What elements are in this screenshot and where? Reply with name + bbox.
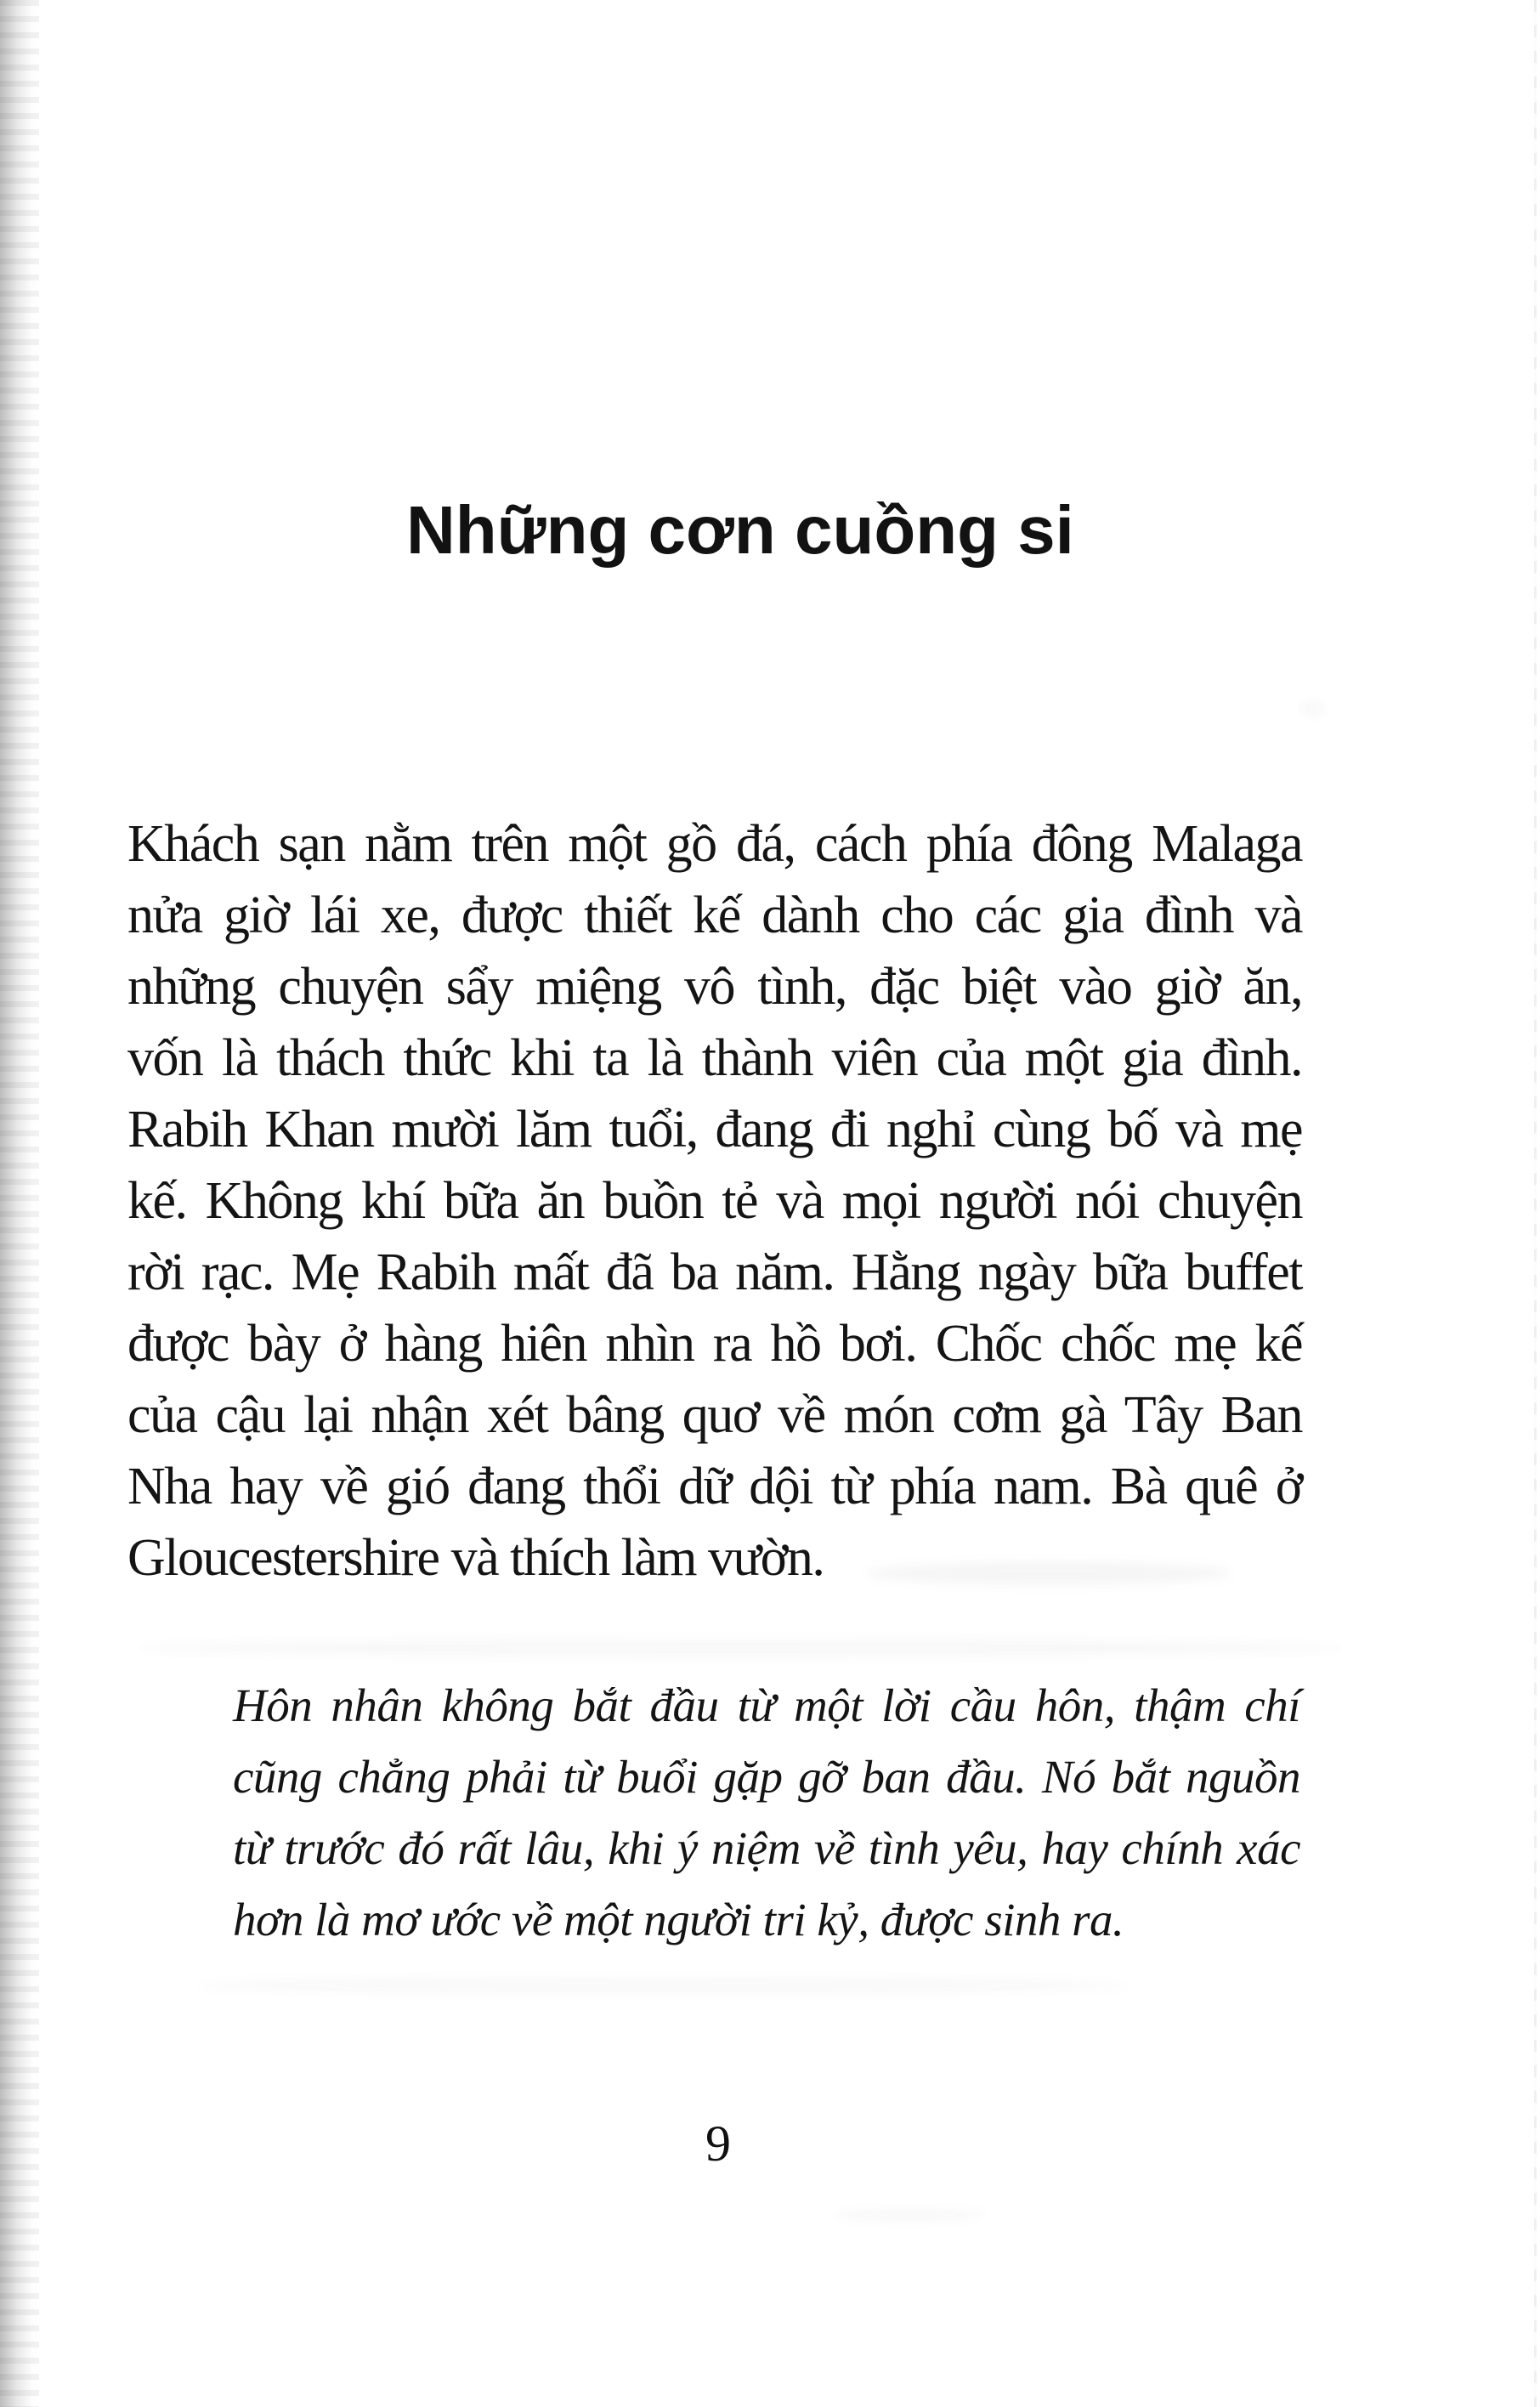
quote-paragraph [233,1670,1300,1956]
text-line: hơn là mơ ước về một người tri kỷ, được sinh ra. [233,1894,1124,1945]
text-line: những chuyện sẩy miệng vô tình, đặc biệt vào giờ ăn, [127,958,1302,1016]
scan-artifact [833,2208,986,2222]
text-line: Nha hay về gió đang thổi dữ dội từ phía nam. Bà quê ở [127,1458,1302,1515]
scan-edge-right [1534,0,1537,2407]
text-line: Gloucestershire và thích làm vườn. [127,1529,824,1587]
chapter-title: Những cơn cuồng si [406,492,1074,568]
text-line: Hôn nhân không bắt đầu từ một lời cầu hôn, thậm chí [233,1679,1300,1731]
page-number: 9 [705,2115,731,2172]
text-line: vốn là thách thức khi ta là thành viên của một gia đình. [127,1029,1302,1087]
text-line: rời rạc. Mẹ Rabih mất đã ba năm. Hằng ngày bữa buffet [127,1243,1302,1301]
text-line: Khách sạn nằm trên một gồ đá, cách phía đông Malaga [127,815,1302,873]
text-line: từ trước đó rất lâu, khi ý niệm về tình yêu, hay chính xác [233,1822,1300,1874]
text-line: nửa giờ lái xe, được thiết kế dành cho các gia đình và [127,886,1302,944]
text-line: kế. Không khí bữa ăn buồn tẻ và mọi người nói chuyện [127,1172,1302,1230]
text-line: của cậu lại nhận xét bâng quơ về món cơm gà Tây Ban [127,1386,1302,1444]
scan-artifact [136,1639,1343,1657]
text-line: cũng chẳng phải từ buổi gặp gỡ ban đầu. Nó bắt nguồn [233,1751,1300,1803]
text-line: Rabih Khan mười lăm tuổi, đang đi nghỉ cùng bố và mẹ [127,1101,1302,1158]
body-paragraph [127,808,1302,1594]
scan-artifact [195,1977,1130,1994]
text-line: được bày ở hàng hiên nhìn ra hồ bơi. Chốc chốc mẹ kế [127,1315,1302,1373]
scan-artifact [1302,702,1324,716]
scan-shadow-left [0,0,39,2407]
